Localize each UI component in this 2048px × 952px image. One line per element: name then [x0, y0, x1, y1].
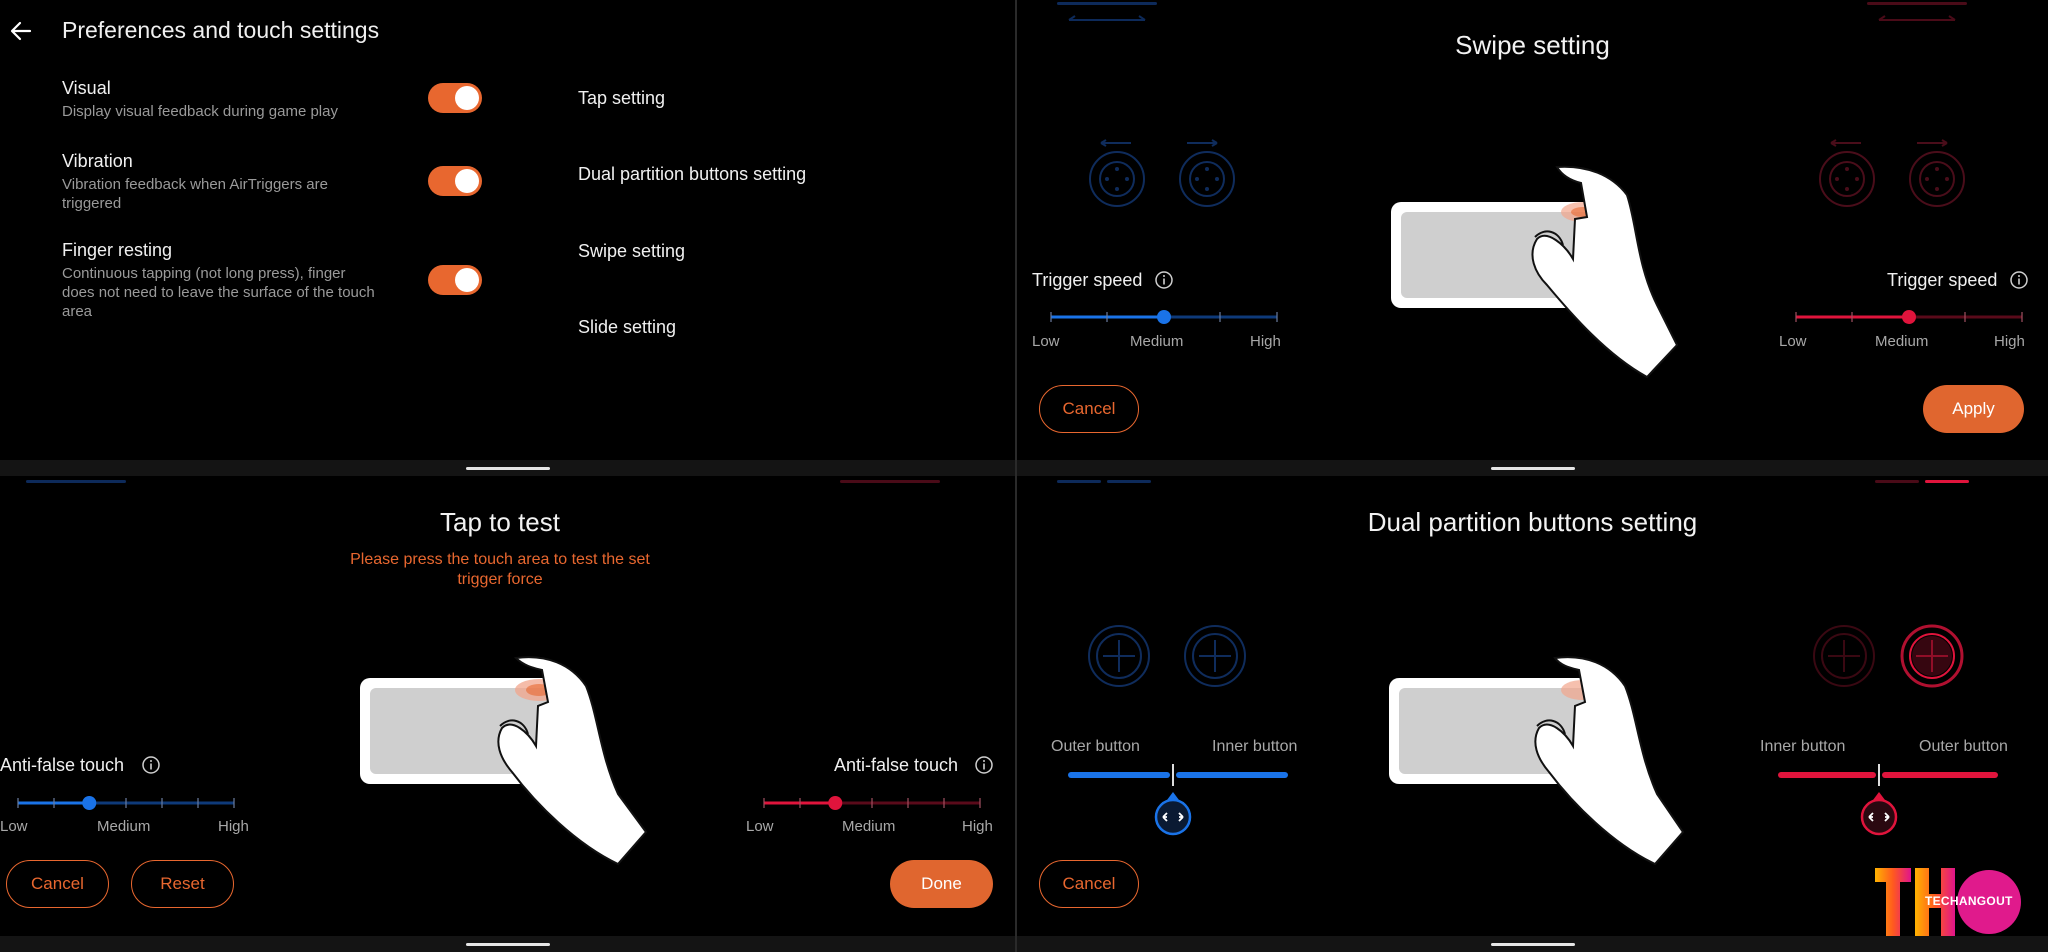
info-icon[interactable] [141, 755, 161, 775]
right-trigger-speed-slider[interactable] [1792, 306, 2032, 326]
hint-bar-left-b [1107, 480, 1151, 483]
tap-test-title: Tap to test [440, 507, 560, 537]
visual-toggle[interactable] [428, 83, 482, 113]
tick-medium: Medium [1875, 333, 1929, 350]
tap-to-test-panel [0, 476, 1015, 952]
dual-title: Dual partition buttons setting [1367, 507, 1698, 537]
menu-slide-setting[interactable]: Slide setting [578, 317, 677, 337]
tick-high: High [1250, 333, 1281, 350]
tick-high: High [962, 818, 993, 835]
visual-desc-line: Display visual feedback during game play [62, 103, 338, 120]
preferences-panel [0, 0, 1015, 476]
left-inner-button-label: Inner button [1212, 738, 1298, 755]
tick-medium: Medium [97, 818, 151, 835]
hint-bar-left-a [1057, 480, 1101, 483]
left-anti-false-touch-slider[interactable] [14, 794, 244, 814]
finger-resting-desc [62, 264, 422, 321]
right-anti-false-touch-slider[interactable] [760, 794, 990, 814]
menu-dual-partition-setting[interactable]: Dual partition buttons setting [578, 164, 807, 184]
navigation-bar [0, 936, 1015, 952]
left-partition-slider[interactable] [1067, 764, 1307, 836]
tick-low: Low [1779, 333, 1807, 350]
right-dual-buttons-icon [1812, 616, 1982, 696]
right-dpad-pair-icon [1817, 135, 1977, 215]
right-anti-false-touch-label: Anti-false touch [834, 755, 959, 775]
swipe-hint-right-icon [1867, 0, 1977, 26]
right-inner-button-label: Inner button [1760, 738, 1846, 755]
info-icon[interactable] [1154, 270, 1174, 290]
tap-test-subtitle [0, 550, 1000, 590]
home-indicator[interactable] [466, 467, 550, 470]
left-trigger-speed-label: Trigger speed [1032, 270, 1143, 290]
tick-low: Low [746, 818, 774, 835]
left-trigger-speed-slider[interactable] [1047, 306, 1287, 326]
vibration-toggle[interactable] [428, 166, 482, 196]
navigation-bar [0, 460, 1015, 476]
home-indicator[interactable] [466, 943, 550, 946]
finger-resting-label: Finger resting [62, 240, 173, 260]
right-outer-button-label: Outer button [1919, 738, 2008, 755]
hint-bar-left [26, 480, 126, 483]
done-button[interactable]: Done [890, 860, 993, 908]
tick-low: Low [0, 818, 28, 835]
menu-tap-setting[interactable]: Tap setting [578, 88, 666, 108]
cancel-button[interactable]: Cancel [1039, 385, 1139, 433]
info-icon[interactable] [2009, 270, 2029, 290]
hint-bar-right-b [1925, 480, 1969, 483]
back-arrow-icon[interactable] [6, 16, 36, 46]
swipe-hint-left-icon [1057, 0, 1167, 26]
swipe-setting-panel [1017, 0, 2048, 476]
phone-hand-illustration [1385, 654, 1685, 884]
techangout-logo [1875, 868, 2025, 936]
info-icon[interactable] [974, 755, 994, 775]
page-title: Preferences and touch settings [62, 17, 380, 43]
phone-hand-illustration [356, 654, 656, 884]
vibration-desc-line: triggered [62, 195, 122, 212]
apply-button[interactable]: Apply [1923, 385, 2024, 433]
finger-resting-desc-line: area [62, 303, 93, 320]
vibration-label: Vibration [62, 151, 133, 171]
left-anti-false-touch-label: Anti-false touch [0, 755, 125, 775]
left-dual-buttons-icon [1087, 616, 1257, 696]
subtitle-line: trigger force [457, 571, 543, 588]
visual-label: Visual [62, 78, 111, 98]
right-trigger-speed-label: Trigger speed [1887, 270, 1998, 290]
left-outer-button-label: Outer button [1051, 738, 1140, 755]
tick-high: High [218, 818, 249, 835]
vibration-desc-line: Vibration feedback when AirTriggers are [62, 176, 328, 193]
tick-high: High [1994, 333, 2025, 350]
hint-bar-right-a [1875, 480, 1919, 483]
vibration-desc [62, 175, 412, 213]
tick-low: Low [1032, 333, 1060, 350]
tick-medium: Medium [842, 818, 896, 835]
logo-text: TECHANGOUT [1925, 894, 2013, 908]
swipe-title: Swipe setting [1455, 30, 1610, 60]
navigation-bar [1017, 460, 2048, 476]
cancel-button[interactable]: Cancel [6, 860, 109, 908]
visual-desc [62, 102, 412, 121]
cancel-button[interactable]: Cancel [1039, 860, 1139, 908]
phone-hand-illustration [1387, 155, 1687, 385]
home-indicator[interactable] [1491, 943, 1575, 946]
hint-bar-right [840, 480, 940, 483]
right-partition-slider[interactable] [1777, 764, 2017, 836]
tick-medium: Medium [1130, 333, 1184, 350]
navigation-bar [1017, 936, 2048, 952]
finger-resting-desc-line: does not need to leave the surface of the touch [62, 284, 375, 301]
menu-swipe-setting[interactable]: Swipe setting [578, 241, 686, 261]
left-dpad-pair-icon [1087, 135, 1247, 215]
finger-resting-toggle[interactable] [428, 265, 482, 295]
subtitle-line: Please press the touch area to test the set [350, 551, 650, 568]
finger-resting-desc-line: Continuous tapping (not long press), finger [62, 265, 346, 282]
home-indicator[interactable] [1491, 467, 1575, 470]
reset-button[interactable]: Reset [131, 860, 234, 908]
